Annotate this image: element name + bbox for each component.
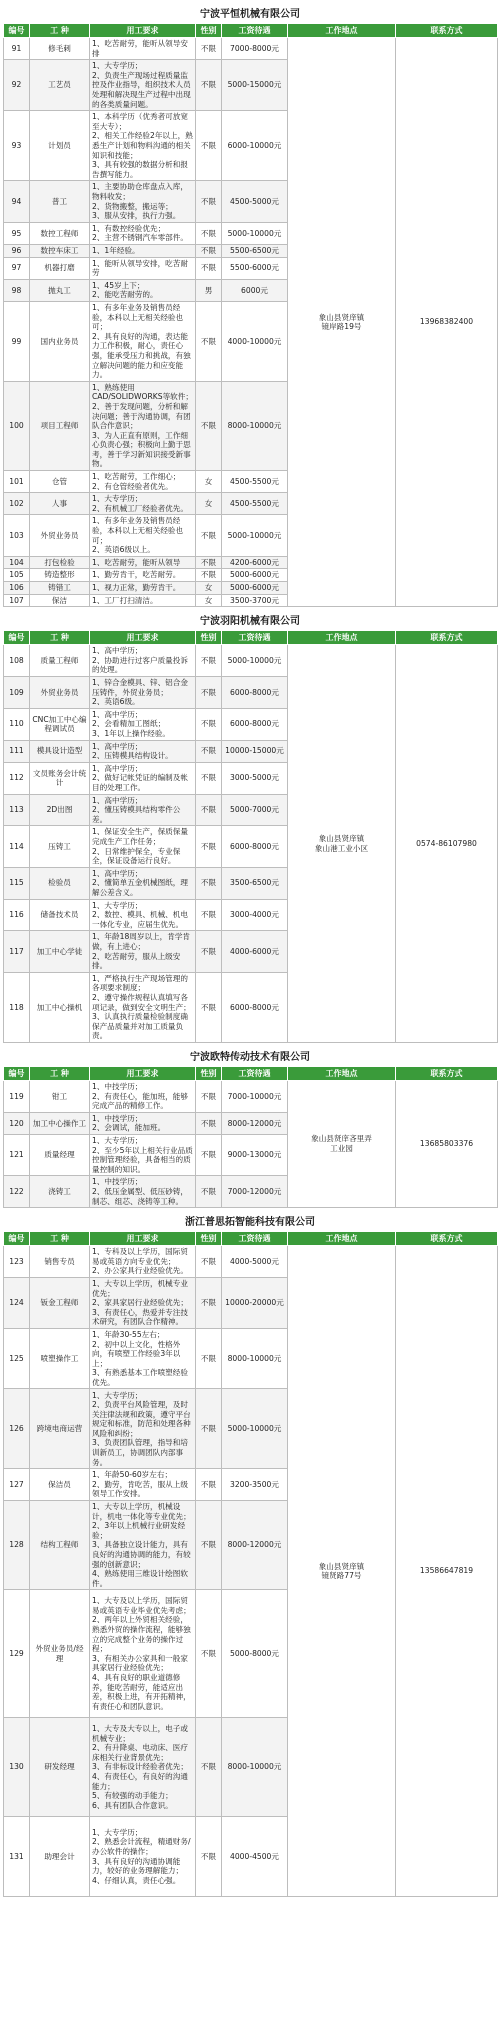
- job-requirements: 1、高中学历； 2、懂压铸模具结构零件公差。: [90, 794, 196, 826]
- job-gender: 女: [196, 582, 222, 595]
- job-gender: 不限: [196, 762, 222, 794]
- job-number: 101: [4, 471, 30, 493]
- job-salary: 6000-10000元: [222, 111, 288, 181]
- job-title: 2D出图: [30, 794, 90, 826]
- job-number: 120: [4, 1112, 30, 1134]
- job-requirements: 1、大专学历； 2、数控、模具、机械、机电一体化专业，应届生优先。: [90, 899, 196, 931]
- job-salary: 5000-10000元: [222, 222, 288, 244]
- job-requirements: 1、工厂打扫清洁。: [90, 594, 196, 607]
- job-requirements: 1、吃苦耐劳，工作细心； 2、有仓管经验者优先。: [90, 471, 196, 493]
- job-requirements: 1、大专以上学历，机械设计，机电一体化等专业优先； 2、3年以上机械行业研发经验； 3、具备独立设计能力，具有良好的沟通协调的能力，有较强的创新意识； 4、熟练使用三维设计绘图软件。: [90, 1501, 196, 1590]
- job-number: 109: [4, 677, 30, 709]
- job-salary: 8000-10000元: [222, 1718, 288, 1817]
- job-requirements: 1、主要协助仓库盘点入库，物料收发； 2、货物搬整，搬运等； 3、服从安排，执行力强。: [90, 181, 196, 222]
- job-title: 仓管: [30, 471, 90, 493]
- job-gender: 不限: [196, 556, 222, 569]
- job-title: 铸造整形: [30, 569, 90, 582]
- table-row: [4, 645, 498, 677]
- job-title: 加工中心学徒: [30, 931, 90, 972]
- job-requirements: 1、年龄50-60岁左右； 2、勤劳，肯吃苦，服从上级领导工作安排。: [90, 1469, 196, 1501]
- job-gender: 女: [196, 493, 222, 515]
- header-number: 编号: [4, 24, 30, 38]
- job-requirements: 1、大专及以上学历，国际贸易或英语专业毕业优先考虑； 2、两年以上外贸相关经验，熟悉外贸的操作流程，能够独立的完成整个业务的操作过程； 3、有相关办公家具和一般家具家居行业经验优先； 4、具有良好的职业道德修养，能吃苦耐劳，能适应出差，积极上进，有开拓精神，有责任心和团队意识。: [90, 1590, 196, 1718]
- job-title: 钳工: [30, 1080, 90, 1112]
- header-requirements: 用工要求: [90, 631, 196, 645]
- job-title: 保洁员: [30, 1469, 90, 1501]
- header-salary: 工资待遇: [222, 1066, 288, 1080]
- job-gender: 不限: [196, 244, 222, 257]
- job-number: 128: [4, 1501, 30, 1590]
- job-title: CNC加工中心编程调试员: [30, 708, 90, 740]
- job-gender: 不限: [196, 1718, 222, 1817]
- job-requirements: 1、高中学历； 2、会看精加工图纸； 3、1年以上操作经验。: [90, 708, 196, 740]
- job-listing-page: [0, 3, 500, 1897]
- job-gender: 不限: [196, 60, 222, 111]
- job-title: 喷塑操作工: [30, 1328, 90, 1389]
- contact-phone: 13586647819: [396, 1246, 498, 1897]
- job-requirements: 1、中技学历； 2、有责任心，能加班，能够完成产品的精修工作。: [90, 1080, 196, 1112]
- job-requirements: 1、高中学历； 2、协助进行过客户质量投诉的处理。: [90, 645, 196, 677]
- job-salary: 8000-12000元: [222, 1112, 288, 1134]
- job-title: 人事: [30, 493, 90, 515]
- job-gender: 不限: [196, 899, 222, 931]
- job-salary: 6000元: [222, 279, 288, 301]
- work-location: 象山县贤庠吝里弄 工业园: [288, 1080, 396, 1207]
- header-job: 工 种: [30, 1232, 90, 1246]
- header-requirements: 用工要求: [90, 24, 196, 38]
- job-gender: 不限: [196, 111, 222, 181]
- job-number: 100: [4, 381, 30, 470]
- job-requirements: 1、锌合金模具、锌、铝合金压铸件，外贸业务员； 2、英语6级。: [90, 677, 196, 709]
- header-salary: 工资待遇: [222, 24, 288, 38]
- job-salary: 5000-10000元: [222, 515, 288, 556]
- job-number: 102: [4, 493, 30, 515]
- header-contact: 联系方式: [396, 1066, 498, 1080]
- work-location: 象山县贤庠镇 镜岸路19号: [288, 38, 396, 607]
- job-requirements: 1、1年经验。: [90, 244, 196, 257]
- job-requirements: 1、吃苦耐劳，能听从领导安排: [90, 38, 196, 60]
- job-number: 95: [4, 222, 30, 244]
- job-salary: 4500-5500元: [222, 471, 288, 493]
- job-requirements: 1、本科学历（优秀者可放宽至大专）； 2、相关工作经验2年以上，熟悉生产计划和物料沟通的相关知识和技能； 3、具有较强的数据分析和报告撰写能力。: [90, 111, 196, 181]
- job-salary: 6000-8000元: [222, 826, 288, 867]
- job-salary: 7000-10000元: [222, 1080, 288, 1112]
- contact-phone: 13685803376: [396, 1080, 498, 1207]
- header-row: [4, 1066, 498, 1080]
- job-requirements: 1、年龄18周岁以上，肯学肯做，有上进心； 2、吃苦耐劳，服从上级安排。: [90, 931, 196, 972]
- header-location: 工作地点: [288, 24, 396, 38]
- job-number: 97: [4, 257, 30, 279]
- job-requirements: 1、勤劳肯干，吃苦耐劳。: [90, 569, 196, 582]
- job-number: 110: [4, 708, 30, 740]
- job-requirements: 1、高中学历； 2、懂简单五金机械图纸，理解公差含义。: [90, 867, 196, 899]
- job-requirements: 1、45岁上下； 2、能吃苦耐劳的。: [90, 279, 196, 301]
- job-gender: 不限: [196, 181, 222, 222]
- job-requirements: 1、有多年业务及销售员经验，本科以上无相关经验也可； 2、英语6级以上。: [90, 515, 196, 556]
- job-number: 91: [4, 38, 30, 60]
- job-title: 模具设计造型: [30, 740, 90, 762]
- header-number: 编号: [4, 1232, 30, 1246]
- job-gender: 不限: [196, 38, 222, 60]
- job-title: 跨境电商运营: [30, 1389, 90, 1469]
- job-salary: 7000-8000元: [222, 38, 288, 60]
- job-number: 111: [4, 740, 30, 762]
- job-gender: 不限: [196, 1176, 222, 1208]
- job-number: 124: [4, 1277, 30, 1328]
- job-salary: 6000-8000元: [222, 708, 288, 740]
- job-salary: 6000-8000元: [222, 677, 288, 709]
- job-title: 助理会计: [30, 1817, 90, 1897]
- job-salary: 3000-5000元: [222, 762, 288, 794]
- job-salary: 5000-10000元: [222, 1389, 288, 1469]
- job-title: 加工中心操机: [30, 972, 90, 1042]
- job-gender: 不限: [196, 515, 222, 556]
- job-requirements: 1、大专学历； 2、负责平台风险管理，及时关注律法规和政策，遵守平台规定和标准，防范和处理各种风险和纠纷； 3、负责团队管理，指导和培训新员工，协调团队内部事务。: [90, 1389, 196, 1469]
- job-salary: 4000-10000元: [222, 301, 288, 381]
- job-gender: 不限: [196, 569, 222, 582]
- header-contact: 联系方式: [396, 24, 498, 38]
- job-gender: 不限: [196, 1134, 222, 1175]
- job-number: 115: [4, 867, 30, 899]
- job-number: 94: [4, 181, 30, 222]
- job-number: 130: [4, 1718, 30, 1817]
- job-table: [3, 630, 498, 1043]
- job-requirements: 1、有多年业务及销售员经验，本科以上无相关经验也可； 2、具有良好的沟通，表达能力工作积极，耐心，责任心强，能承受压力和挑战，有独立解决问题的能力和应变能力。: [90, 301, 196, 381]
- job-requirements: 1、年龄30-55左右； 2、初中以上文化，性格外向，有喷塑工作经验3年以上； 3、有熟悉基本工作喷塑经验优先。: [90, 1328, 196, 1389]
- job-gender: 不限: [196, 794, 222, 826]
- job-gender: 不限: [196, 867, 222, 899]
- job-requirements: 1、中技学历； 2、会调试，能加班。: [90, 1112, 196, 1134]
- job-requirements: 1、大专及大专以上，电子或机械专业； 2、有升降桌、电动床、医疗床相关行业背景优先； 3、有非标设计经验者优先； 4、有责任心，有良好的沟通能力； 5、有较强的动手能力； 6、具有团队合作意识。: [90, 1718, 196, 1817]
- job-gender: 不限: [196, 1246, 222, 1278]
- job-number: 98: [4, 279, 30, 301]
- job-number: 104: [4, 556, 30, 569]
- job-gender: 不限: [196, 708, 222, 740]
- job-salary: 4500-5000元: [222, 181, 288, 222]
- job-gender: 不限: [196, 1112, 222, 1134]
- job-requirements: 1、中技学历； 2、低压金属型、低压砂铸，制芯、组芯、浇铸等工种。: [90, 1176, 196, 1208]
- job-gender: 不限: [196, 1328, 222, 1389]
- job-gender: 女: [196, 594, 222, 607]
- job-number: 117: [4, 931, 30, 972]
- job-number: 99: [4, 301, 30, 381]
- header-number: 编号: [4, 631, 30, 645]
- header-row: [4, 631, 498, 645]
- job-salary: 4000-6000元: [222, 931, 288, 972]
- job-requirements: 1、大专以上学历，机械专业优先； 2、家具家居行业经验优先； 3、有责任心，热爱并专注技术研究，有团队合作精神。: [90, 1277, 196, 1328]
- job-title: 浇铸工: [30, 1176, 90, 1208]
- job-salary: 3500-6500元: [222, 867, 288, 899]
- job-table: [3, 1066, 498, 1208]
- job-requirements: 1、高中学历； 2、压铸模具结构设计。: [90, 740, 196, 762]
- job-salary: 5000-15000元: [222, 60, 288, 111]
- header-salary: 工资待遇: [222, 631, 288, 645]
- job-requirements: 1、专科及以上学历，国际贸易或英语方向专业优先； 2、办公家具行业经验优先。: [90, 1246, 196, 1278]
- job-requirements: 1、视力正常，勤劳肯干。: [90, 582, 196, 595]
- job-title: 压铸工: [30, 826, 90, 867]
- job-title: 计划员: [30, 111, 90, 181]
- job-number: 118: [4, 972, 30, 1042]
- job-title: 项目工程师: [30, 381, 90, 470]
- job-title: 打包检验: [30, 556, 90, 569]
- work-location: 象山县贤庠镇 镜贤路77号: [288, 1246, 396, 1897]
- job-salary: 9000-13000元: [222, 1134, 288, 1175]
- job-salary: 5000-8000元: [222, 1590, 288, 1718]
- job-title: 数控车床工: [30, 244, 90, 257]
- header-job: 工 种: [30, 24, 90, 38]
- job-title: 工艺员: [30, 60, 90, 111]
- job-gender: 不限: [196, 931, 222, 972]
- company-title: 宁波欧特传动技术有限公司: [3, 1046, 497, 1066]
- job-number: 103: [4, 515, 30, 556]
- job-number: 93: [4, 111, 30, 181]
- header-requirements: 用工要求: [90, 1066, 196, 1080]
- job-salary: 5000-6000元: [222, 569, 288, 582]
- job-number: 127: [4, 1469, 30, 1501]
- job-gender: 不限: [196, 257, 222, 279]
- job-table: [3, 1231, 498, 1897]
- job-number: 114: [4, 826, 30, 867]
- job-salary: 6000-8000元: [222, 972, 288, 1042]
- header-location: 工作地点: [288, 1066, 396, 1080]
- job-title: 检验员: [30, 867, 90, 899]
- job-number: 129: [4, 1590, 30, 1718]
- job-salary: 5500-6000元: [222, 257, 288, 279]
- job-gender: 不限: [196, 301, 222, 381]
- job-salary: 3200-3500元: [222, 1469, 288, 1501]
- contact-phone: 13968382400: [396, 38, 498, 607]
- job-number: 92: [4, 60, 30, 111]
- table-row: [4, 1080, 498, 1112]
- header-salary: 工资待遇: [222, 1232, 288, 1246]
- job-gender: 不限: [196, 645, 222, 677]
- job-gender: 不限: [196, 826, 222, 867]
- job-requirements: 1、大专学历； 2、负责生产现场过程质量监控及作业指导，组织技术人员处理和解决现生产过程中出现的各类质量问题。: [90, 60, 196, 111]
- job-gender: 不限: [196, 740, 222, 762]
- work-location: 象山县贤庠镇 象山港工业小区: [288, 645, 396, 1043]
- job-title: 文员账务会计统计: [30, 762, 90, 794]
- job-title: 销售专员: [30, 1246, 90, 1278]
- job-number: 122: [4, 1176, 30, 1208]
- job-salary: 7000-12000元: [222, 1176, 288, 1208]
- header-row: [4, 1232, 498, 1246]
- table-row: [4, 38, 498, 60]
- job-title: 加工中心操作工: [30, 1112, 90, 1134]
- company-title: 宁波羽阳机械有限公司: [3, 610, 497, 630]
- header-row: [4, 24, 498, 38]
- job-number: 123: [4, 1246, 30, 1278]
- job-requirements: 1、大专学历； 2、至少5年以上相关行业品质控制管理经验，具备相当的质量控制的知识。: [90, 1134, 196, 1175]
- job-requirements: 1、保证安全生产，保质保量完成生产工作任务； 2、日常维护保全，专业保全，保证设备运行良好。: [90, 826, 196, 867]
- job-salary: 3000-4000元: [222, 899, 288, 931]
- job-salary: 10000-15000元: [222, 740, 288, 762]
- job-gender: 不限: [196, 1501, 222, 1590]
- job-number: 96: [4, 244, 30, 257]
- job-title: 质量工程师: [30, 645, 90, 677]
- header-job: 工 种: [30, 631, 90, 645]
- company-title: 宁波平恒机械有限公司: [3, 3, 497, 23]
- job-title: 抛丸工: [30, 279, 90, 301]
- company-section: [3, 610, 497, 1043]
- header-contact: 联系方式: [396, 1232, 498, 1246]
- job-title: 外贸业务员/经理: [30, 1590, 90, 1718]
- company-section: [3, 3, 497, 607]
- job-gender: 不限: [196, 1817, 222, 1897]
- header-gender: 性别: [196, 1066, 222, 1080]
- job-requirements: 1、吃苦耐劳，能听从领导: [90, 556, 196, 569]
- job-salary: 10000-20000元: [222, 1277, 288, 1328]
- job-title: 修毛刺: [30, 38, 90, 60]
- job-salary: 5000-7000元: [222, 794, 288, 826]
- job-title: 国内业务员: [30, 301, 90, 381]
- job-requirements: 1、大专学历； 2、有机械工厂经验者优先。: [90, 493, 196, 515]
- job-salary: 4000-4500元: [222, 1817, 288, 1897]
- job-number: 105: [4, 569, 30, 582]
- header-gender: 性别: [196, 631, 222, 645]
- job-gender: 不限: [196, 1277, 222, 1328]
- job-title: 质量经理: [30, 1134, 90, 1175]
- header-requirements: 用工要求: [90, 1232, 196, 1246]
- job-title: 机器打磨: [30, 257, 90, 279]
- job-title: 铸错工: [30, 582, 90, 595]
- job-number: 116: [4, 899, 30, 931]
- job-salary: 5000-10000元: [222, 645, 288, 677]
- table-row: [4, 1246, 498, 1278]
- job-salary: 5000-6000元: [222, 582, 288, 595]
- job-requirements: 1、大专学历； 2、熟悉会计流程，精通财务/办公软件的操作； 3、具有良好的沟通协调能力，较好的业务理解能力； 4、仔细认真，责任心强。: [90, 1817, 196, 1897]
- job-gender: 不限: [196, 677, 222, 709]
- job-title: 普工: [30, 181, 90, 222]
- header-gender: 性别: [196, 1232, 222, 1246]
- header-job: 工 种: [30, 1066, 90, 1080]
- job-title: 钣金工程师: [30, 1277, 90, 1328]
- job-title: 研发经理: [30, 1718, 90, 1817]
- job-number: 119: [4, 1080, 30, 1112]
- job-number: 107: [4, 594, 30, 607]
- job-title: 保洁: [30, 594, 90, 607]
- job-gender: 不限: [196, 972, 222, 1042]
- job-table: [3, 23, 498, 607]
- job-gender: 不限: [196, 1469, 222, 1501]
- job-number: 106: [4, 582, 30, 595]
- job-number: 125: [4, 1328, 30, 1389]
- job-salary: 8000-10000元: [222, 381, 288, 470]
- job-requirements: 1、高中学历； 2、做好记帐凭证的编制及帐目的处理工作。: [90, 762, 196, 794]
- job-requirements: 1、有数控经验优先； 2、主营不锈钢汽车零部件。: [90, 222, 196, 244]
- job-gender: 男: [196, 279, 222, 301]
- job-number: 131: [4, 1817, 30, 1897]
- job-number: 112: [4, 762, 30, 794]
- job-gender: 不限: [196, 381, 222, 470]
- job-number: 113: [4, 794, 30, 826]
- company-section: [3, 1211, 497, 1897]
- job-salary: 4500-5500元: [222, 493, 288, 515]
- job-requirements: 1、熟练使用CAD/SOLIDWORKS等软件； 2、善于发现问题，分析和解决问题；善于沟通协调，有团队合作意识； 3、为人正直有原则，工作细心负责心强；积极向上勤于思考，善于学习新知识接受新事物。: [90, 381, 196, 470]
- job-title: 数控工程师: [30, 222, 90, 244]
- job-salary: 8000-10000元: [222, 1328, 288, 1389]
- job-title: 外贸业务员: [30, 515, 90, 556]
- job-number: 121: [4, 1134, 30, 1175]
- header-number: 编号: [4, 1066, 30, 1080]
- company-title: 浙江普思拓智能科技有限公司: [3, 1211, 497, 1231]
- header-location: 工作地点: [288, 1232, 396, 1246]
- job-title: 结构工程师: [30, 1501, 90, 1590]
- job-gender: 不限: [196, 1389, 222, 1469]
- job-title: 外贸业务员: [30, 677, 90, 709]
- job-number: 108: [4, 645, 30, 677]
- job-gender: 不限: [196, 1590, 222, 1718]
- header-contact: 联系方式: [396, 631, 498, 645]
- job-salary: 4000-5000元: [222, 1246, 288, 1278]
- job-title: 储备技术员: [30, 899, 90, 931]
- job-gender: 女: [196, 471, 222, 493]
- job-salary: 5500-6500元: [222, 244, 288, 257]
- header-location: 工作地点: [288, 631, 396, 645]
- header-gender: 性别: [196, 24, 222, 38]
- job-number: 126: [4, 1389, 30, 1469]
- job-gender: 不限: [196, 222, 222, 244]
- company-section: [3, 1046, 497, 1208]
- job-salary: 3500-3700元: [222, 594, 288, 607]
- job-salary: 8000-12000元: [222, 1501, 288, 1590]
- job-requirements: 1、能听从领导安排，吃苦耐劳: [90, 257, 196, 279]
- job-salary: 4200-6000元: [222, 556, 288, 569]
- contact-phone: 0574-86107980: [396, 645, 498, 1043]
- job-gender: 不限: [196, 1080, 222, 1112]
- job-requirements: 1、严格执行生产现场管理的各项要求制度； 2、遵守操作规程认真填写各项记录，做到安全文明生产； 3、认真执行质量检验制度确保产品质量并对加工质量负责。: [90, 972, 196, 1042]
